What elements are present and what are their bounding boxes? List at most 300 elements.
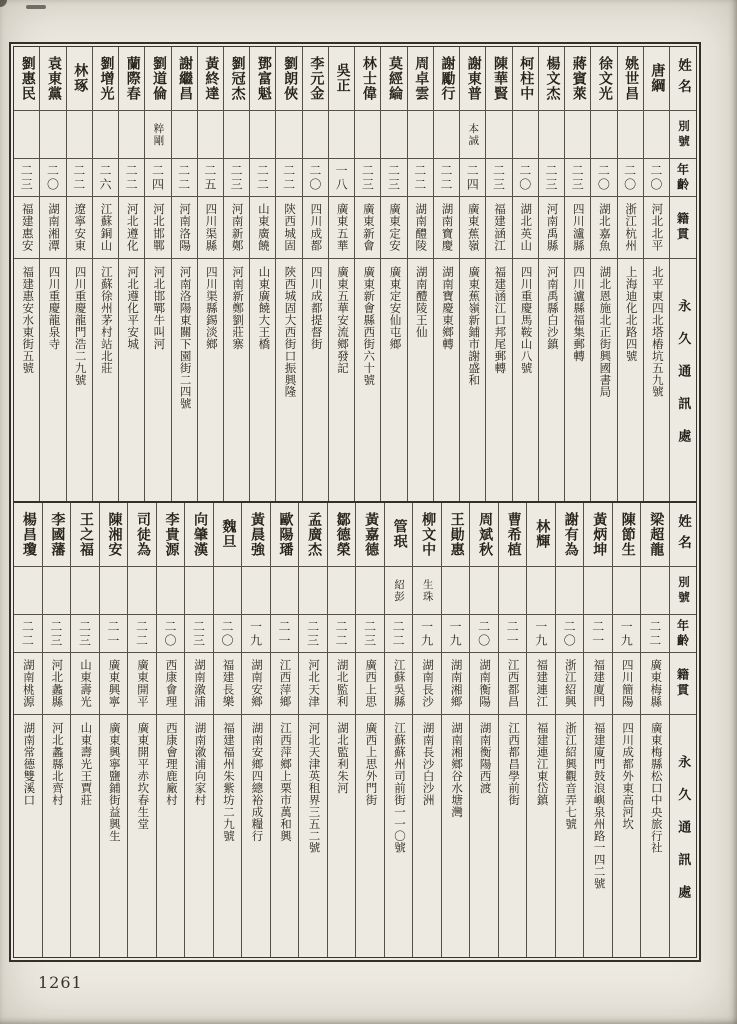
person-name-cell: 謝繼昌	[172, 47, 197, 111]
person-alias-cell	[119, 111, 144, 159]
person-age-cell: 二三	[185, 615, 213, 653]
person-name-cell: 楊昌瓊	[14, 503, 42, 567]
person-age-cell: 二〇	[618, 159, 643, 197]
person-address-cell: 四川重慶龍泉寺	[47, 266, 60, 350]
person-age-cell: 一九	[613, 615, 641, 653]
person-column	[156, 503, 185, 957]
person-name-cell: 梁超龍	[641, 503, 669, 567]
person-native-place-cell: 四川成都	[303, 197, 328, 259]
scan-corner-mark	[0, 0, 7, 7]
person-address-cell: 湖南安鄉四總裕成糧行	[250, 722, 263, 842]
person-alias-cell	[40, 111, 65, 159]
person-name-cell: 蔣賓萊	[565, 47, 590, 111]
person-native-place-cell: 廣東興寧	[100, 653, 128, 715]
person-column	[127, 503, 156, 957]
person-name-cell: 謝勵行	[434, 47, 459, 111]
person-alias-cell	[565, 111, 590, 159]
person-name-cell: 周卓雲	[408, 47, 433, 111]
person-alias-cell	[214, 567, 242, 615]
person-age-cell: 二三	[356, 615, 384, 653]
person-native-place-cell: 湖南漵浦	[185, 653, 213, 715]
person-address-cell: 上海迪化北路四號	[624, 266, 637, 362]
person-name-cell: 曹希植	[499, 503, 527, 567]
person-age-cell: 二二	[328, 615, 356, 653]
person-alias-cell	[356, 567, 384, 615]
person-age-cell: 一九	[527, 615, 555, 653]
person-age-cell: 一九	[242, 615, 270, 653]
person-name-cell: 徐文光	[591, 47, 616, 111]
person-address-cell: 湖南醴陵王仙	[414, 266, 427, 338]
header-name-label: 姓名	[670, 503, 696, 567]
person-name-cell: 向肇漢	[185, 503, 213, 567]
person-age-cell: 二一	[271, 615, 299, 653]
header-address-label: 永久通訊處	[676, 298, 692, 462]
person-address-cell: 江西萍鄉上栗市萬和興	[278, 722, 291, 842]
person-alias-cell	[299, 567, 327, 615]
person-alias-cell: 本誠	[460, 111, 485, 159]
person-age-cell: 二二	[641, 615, 669, 653]
page-number: 1261	[38, 973, 83, 992]
person-age-cell: 二三	[71, 615, 99, 653]
person-address-cell: 湖南長沙白沙洲	[421, 722, 434, 806]
person-column	[66, 47, 92, 501]
person-address-cell: 福建涵江口邦尾郵轉	[493, 266, 506, 374]
person-address-cell: 四川成都外東高河坎	[621, 722, 634, 830]
person-alias-cell	[442, 567, 470, 615]
person-alias-cell	[486, 111, 511, 159]
person-alias-cell	[128, 567, 156, 615]
person-name-cell: 柯柱中	[513, 47, 538, 111]
header-name-label: 姓名	[670, 47, 696, 111]
person-name-cell: 管珉	[385, 503, 413, 567]
person-address-cell: 湖南衡陽西渡	[478, 722, 491, 794]
person-native-place-cell: 廣東梅縣	[641, 653, 669, 715]
person-name-cell: 李元金	[303, 47, 328, 111]
person-column	[144, 47, 170, 501]
person-native-place-cell: 浙江杭州	[618, 197, 643, 259]
person-native-place-cell: 河北北平	[644, 197, 669, 259]
person-age-cell: 二〇	[513, 159, 538, 197]
person-address-cell: 四川重慶龍門浩二九號	[73, 266, 86, 386]
person-column	[555, 503, 584, 957]
person-address-cell: 河北遵化平安城	[126, 266, 139, 350]
person-name-cell: 劉朗俠	[276, 47, 301, 111]
person-name-cell: 莫經綸	[381, 47, 406, 111]
person-address-cell: 廣東開平赤坎春生堂	[136, 722, 149, 830]
person-column	[354, 47, 380, 501]
person-column	[118, 47, 144, 501]
person-name-cell: 陳湘安	[100, 503, 128, 567]
person-age-cell: 一九	[442, 615, 470, 653]
person-address-cell: 福建福州朱紫坊二九號	[221, 722, 234, 842]
person-native-place-cell: 江蘇銅山	[93, 197, 118, 259]
person-alias-cell	[434, 111, 459, 159]
person-age-cell: 二二	[119, 159, 144, 197]
person-column	[590, 47, 616, 501]
person-name-cell: 周斌秋	[470, 503, 498, 567]
person-age-cell: 二一	[584, 615, 612, 653]
person-native-place-cell: 廣東五華	[329, 197, 354, 259]
person-address-cell: 河南洛陽東關下園街二四號	[178, 266, 191, 410]
person-name-cell: 李國藩	[43, 503, 71, 567]
person-address-cell: 福建惠安水東街五號	[21, 266, 34, 374]
person-native-place-cell: 福建長樂	[214, 653, 242, 715]
person-column	[327, 503, 356, 957]
person-column	[213, 503, 242, 957]
roster-section-upper	[14, 47, 696, 501]
person-age-cell: 二〇	[556, 615, 584, 653]
person-age-cell: 二〇	[157, 615, 185, 653]
person-age-cell: 二三	[224, 159, 249, 197]
person-alias-cell	[172, 111, 197, 159]
person-alias-cell: 紹彭	[385, 567, 413, 615]
person-age-cell: 二一	[100, 615, 128, 653]
person-name-cell: 劉增光	[93, 47, 118, 111]
person-native-place-cell: 四川簡陽	[613, 653, 641, 715]
person-address-cell: 湖北恩施北正街興國書局	[598, 266, 611, 398]
person-native-place-cell: 西康會理	[157, 653, 185, 715]
person-address-cell: 四川重慶馬鞍山八號	[519, 266, 532, 374]
person-native-place-cell: 福建涵江	[486, 197, 511, 259]
person-address-cell: 山東廣饒大王橋	[257, 266, 270, 350]
person-alias-cell	[527, 567, 555, 615]
person-alias-cell	[618, 111, 643, 159]
person-native-place-cell: 四川瀘縣	[565, 197, 590, 259]
person-alias-cell	[100, 567, 128, 615]
header-address-label: 永久通訊處	[676, 754, 692, 918]
person-alias-cell	[556, 567, 584, 615]
person-address-cell: 廣東興寧鹽鋪街益興生	[107, 722, 120, 842]
person-age-cell: 二三	[43, 615, 71, 653]
person-age-cell: 二三	[565, 159, 590, 197]
person-age-cell: 二三	[355, 159, 380, 197]
person-name-cell: 司徒為	[128, 503, 156, 567]
person-age-cell: 二〇	[644, 159, 669, 197]
person-age-cell: 二〇	[40, 159, 65, 197]
person-alias-cell	[613, 567, 641, 615]
person-age-cell: 二二	[276, 159, 301, 197]
person-name-cell: 劉冠杰	[224, 47, 249, 111]
person-age-cell: 二〇	[303, 159, 328, 197]
person-native-place-cell: 湖南醴陵	[408, 197, 433, 259]
person-column	[355, 503, 384, 957]
person-native-place-cell: 湖南安鄉	[242, 653, 270, 715]
person-age-cell: 二二	[250, 159, 275, 197]
person-alias-cell	[157, 567, 185, 615]
person-alias-cell	[185, 567, 213, 615]
scan-dash-mark	[26, 5, 46, 9]
person-name-cell: 孟廣杰	[299, 503, 327, 567]
person-address-cell: 湖南漵浦向家村	[193, 722, 206, 806]
person-age-cell: 二六	[93, 159, 118, 197]
person-native-place-cell: 江蘇吳縣	[385, 653, 413, 715]
person-age-cell: 二二	[408, 159, 433, 197]
person-age-cell: 二二	[67, 159, 92, 197]
person-address-cell: 河北蠡縣北齊村	[50, 722, 63, 806]
person-alias-cell	[250, 111, 275, 159]
person-address-cell: 湖南湘鄉谷水塘灣	[450, 722, 463, 818]
person-age-cell: 二三	[381, 159, 406, 197]
person-column	[583, 503, 612, 957]
person-column	[384, 503, 413, 957]
person-native-place-cell: 廣東新會	[355, 197, 380, 259]
person-native-place-cell: 湖北嘉魚	[591, 197, 616, 259]
person-alias-cell	[584, 567, 612, 615]
person-alias-cell	[14, 111, 39, 159]
person-name-cell: 蘭際春	[119, 47, 144, 111]
person-address-cell: 四川瀘縣福集郵轉	[572, 266, 585, 362]
person-name-cell: 林輝	[527, 503, 555, 567]
person-name-cell: 魏旦	[214, 503, 242, 567]
person-alias-cell	[329, 111, 354, 159]
person-column	[184, 503, 213, 957]
person-alias-cell	[328, 567, 356, 615]
person-column	[197, 47, 223, 501]
person-native-place-cell: 福建連江	[527, 653, 555, 715]
person-native-place-cell: 江西都昌	[499, 653, 527, 715]
person-address-cell: 湖南常德雙溪口	[22, 722, 35, 806]
person-column	[42, 503, 71, 957]
person-address-cell: 江蘇蘇州司前街一一〇號	[393, 722, 406, 854]
person-alias-cell	[14, 567, 42, 615]
person-address-cell: 湖北監利朱河	[336, 722, 349, 794]
person-address-cell: 廣西上思外門街	[364, 722, 377, 806]
person-column	[617, 47, 643, 501]
person-alias-cell	[381, 111, 406, 159]
person-column	[14, 47, 39, 501]
person-column	[380, 47, 406, 501]
person-alias-cell	[276, 111, 301, 159]
person-name-cell: 謝東普	[460, 47, 485, 111]
person-address-cell: 陝西城固大西街口振興隆	[283, 266, 296, 398]
person-age-cell: 二二	[14, 615, 42, 653]
person-address-cell: 廣東新會縣西街六十號	[362, 266, 375, 386]
person-name-cell: 林士偉	[355, 47, 380, 111]
person-alias-cell	[408, 111, 433, 159]
person-column	[564, 47, 590, 501]
person-column	[469, 503, 498, 957]
person-alias-cell	[470, 567, 498, 615]
person-name-cell: 姚世昌	[618, 47, 643, 111]
person-native-place-cell: 河北遵化	[119, 197, 144, 259]
person-native-place-cell: 廣東蕉嶺	[460, 197, 485, 259]
person-name-cell: 黃晨強	[242, 503, 270, 567]
person-column	[526, 503, 555, 957]
person-column	[171, 47, 197, 501]
person-alias-cell	[641, 567, 669, 615]
person-name-cell: 袁東黨	[40, 47, 65, 111]
person-address-cell: 福建連江東岱鎮	[535, 722, 548, 806]
person-column	[640, 503, 669, 957]
person-native-place-cell: 湖南湘鄉	[442, 653, 470, 715]
person-name-cell: 鄒德榮	[328, 503, 356, 567]
person-native-place-cell: 湖北英山	[513, 197, 538, 259]
person-alias-cell	[499, 567, 527, 615]
person-column	[14, 503, 42, 957]
person-alias-cell	[71, 567, 99, 615]
person-alias-cell	[303, 111, 328, 159]
person-column	[298, 503, 327, 957]
person-address-cell: 河北邯鄲牛叫河	[152, 266, 165, 350]
person-address-cell: 江西都昌學前街	[507, 722, 520, 806]
person-age-cell: 二三	[539, 159, 564, 197]
person-column	[223, 47, 249, 501]
person-column	[249, 47, 275, 501]
person-column	[275, 47, 301, 501]
column-headers-upper	[669, 47, 696, 501]
person-name-cell: 黃嘉德	[356, 503, 384, 567]
person-native-place-cell: 湖南長沙	[413, 653, 441, 715]
person-name-cell: 歐陽璠	[271, 503, 299, 567]
person-alias-cell	[93, 111, 118, 159]
person-address-cell: 浙江紹興觀音弄七號	[564, 722, 577, 830]
person-age-cell: 一八	[329, 159, 354, 197]
person-address-cell: 河南新鄭劉莊寨	[231, 266, 244, 350]
person-name-cell: 黃終達	[198, 47, 223, 111]
person-name-cell: 劉惠民	[14, 47, 39, 111]
person-address-cell: 湖南寶慶東鄉轉	[440, 266, 453, 350]
person-age-cell: 二二	[434, 159, 459, 197]
person-address-cell: 河北天津英租界三五二號	[307, 722, 320, 854]
person-column	[39, 47, 65, 501]
person-native-place-cell: 廣東開平	[128, 653, 156, 715]
person-alias-cell	[271, 567, 299, 615]
person-native-place-cell: 廣東定安	[381, 197, 406, 259]
person-native-place-cell: 遼寧安東	[67, 197, 92, 259]
header-native-label: 籍貫	[670, 653, 696, 715]
person-name-cell: 王之福	[71, 503, 99, 567]
person-name-cell: 李貴源	[157, 503, 185, 567]
person-age-cell: 二三	[299, 615, 327, 653]
person-column	[459, 47, 485, 501]
person-alias-cell	[67, 111, 92, 159]
person-age-cell: 二三	[486, 159, 511, 197]
column-headers-lower	[669, 503, 696, 957]
person-native-place-cell: 河北天津	[299, 653, 327, 715]
person-alias-cell	[355, 111, 380, 159]
person-native-place-cell: 河南禹縣	[539, 197, 564, 259]
person-name-cell: 鄧富魁	[250, 47, 275, 111]
person-native-place-cell: 陝西城固	[276, 197, 301, 259]
header-alias-label: 別號	[670, 567, 696, 615]
person-column	[512, 47, 538, 501]
person-name-cell: 唐綱	[644, 47, 669, 111]
person-native-place-cell: 河南新鄭	[224, 197, 249, 259]
person-native-place-cell: 山東廣饒	[250, 197, 275, 259]
person-alias-cell	[43, 567, 71, 615]
person-native-place-cell: 湖北監利	[328, 653, 356, 715]
person-native-place-cell: 湖南衡陽	[470, 653, 498, 715]
person-name-cell: 黃炳坤	[584, 503, 612, 567]
person-name-cell: 陳節生	[613, 503, 641, 567]
person-alias-cell	[644, 111, 669, 159]
person-age-cell: 二四	[145, 159, 170, 197]
person-column	[433, 47, 459, 501]
person-column	[407, 47, 433, 501]
person-age-cell: 二二	[385, 615, 413, 653]
person-column	[70, 503, 99, 957]
person-alias-cell	[539, 111, 564, 159]
person-column	[441, 503, 470, 957]
person-address-cell: 江蘇徐州茅村站北莊	[99, 266, 112, 374]
person-alias-cell: 生珠	[413, 567, 441, 615]
person-name-cell: 林琢	[67, 47, 92, 111]
person-alias-cell	[198, 111, 223, 159]
person-alias-cell	[591, 111, 616, 159]
person-column	[241, 503, 270, 957]
person-age-cell: 二〇	[214, 615, 242, 653]
person-address-cell: 山東壽光王賈莊	[79, 722, 92, 806]
person-native-place-cell: 四川渠縣	[198, 197, 223, 259]
person-address-cell: 河南禹縣白沙鎮	[545, 266, 558, 350]
person-alias-cell	[224, 111, 249, 159]
person-native-place-cell: 浙江紹興	[556, 653, 584, 715]
person-column	[270, 503, 299, 957]
person-name-cell: 吳正	[329, 47, 354, 111]
person-column	[498, 503, 527, 957]
person-name-cell: 楊文杰	[539, 47, 564, 111]
person-column	[328, 47, 354, 501]
person-native-place-cell: 江西萍鄉	[271, 653, 299, 715]
person-address-cell: 廣東定安仙屯鄉	[388, 266, 401, 350]
person-column	[612, 503, 641, 957]
person-address-cell: 廣東蕉嶺新鋪市謝盛和	[467, 266, 480, 386]
header-age-label: 年齡	[670, 159, 696, 197]
person-age-cell: 二〇	[470, 615, 498, 653]
person-name-cell: 陳華賢	[486, 47, 511, 111]
person-native-place-cell: 湖南桃源	[14, 653, 42, 715]
person-alias-cell	[242, 567, 270, 615]
person-age-cell: 一九	[413, 615, 441, 653]
person-age-cell: 二五	[198, 159, 223, 197]
person-address-cell: 西康會理鹿廠村	[164, 722, 177, 806]
person-age-cell: 二三	[14, 159, 39, 197]
roster-table-frame	[9, 42, 701, 962]
person-native-place-cell: 湖南湘潭	[40, 197, 65, 259]
person-address-cell: 四川成都提督街	[309, 266, 322, 350]
person-native-place-cell: 福建惠安	[14, 197, 39, 259]
person-address-cell: 北平東四北塔樁坑五九號	[650, 266, 663, 398]
person-name-cell: 王勛惠	[442, 503, 470, 567]
person-column	[485, 47, 511, 501]
person-address-cell: 福建廈門鼓浪嶼泉州路一四二號	[592, 722, 605, 890]
person-column	[99, 503, 128, 957]
person-native-place-cell: 廣西上思	[356, 653, 384, 715]
person-age-cell: 二二	[128, 615, 156, 653]
person-name-cell: 劉道倫	[145, 47, 170, 111]
person-native-place-cell: 山東壽光	[71, 653, 99, 715]
person-address-cell: 廣東梅縣松口中央旅行社	[649, 722, 662, 854]
person-age-cell: 二一	[499, 615, 527, 653]
roster-section-lower	[14, 501, 696, 957]
header-native-label: 籍貫	[670, 197, 696, 259]
person-address-cell: 廣東五華安流鄉發記	[336, 266, 349, 374]
person-native-place-cell: 河南洛陽	[172, 197, 197, 259]
person-column	[302, 47, 328, 501]
person-name-cell: 柳文中	[413, 503, 441, 567]
person-native-place-cell: 河北蠡縣	[43, 653, 71, 715]
person-native-place-cell: 湖南寶慶	[434, 197, 459, 259]
person-age-cell: 二二	[172, 159, 197, 197]
person-column	[643, 47, 669, 501]
person-alias-cell: 粹剛	[145, 111, 170, 159]
person-name-cell: 謝有為	[556, 503, 584, 567]
person-alias-cell	[513, 111, 538, 159]
person-age-cell: 二四	[460, 159, 485, 197]
person-address-cell: 四川渠縣錫淡鄉	[204, 266, 217, 350]
header-alias-label: 別號	[670, 111, 696, 159]
person-column	[92, 47, 118, 501]
